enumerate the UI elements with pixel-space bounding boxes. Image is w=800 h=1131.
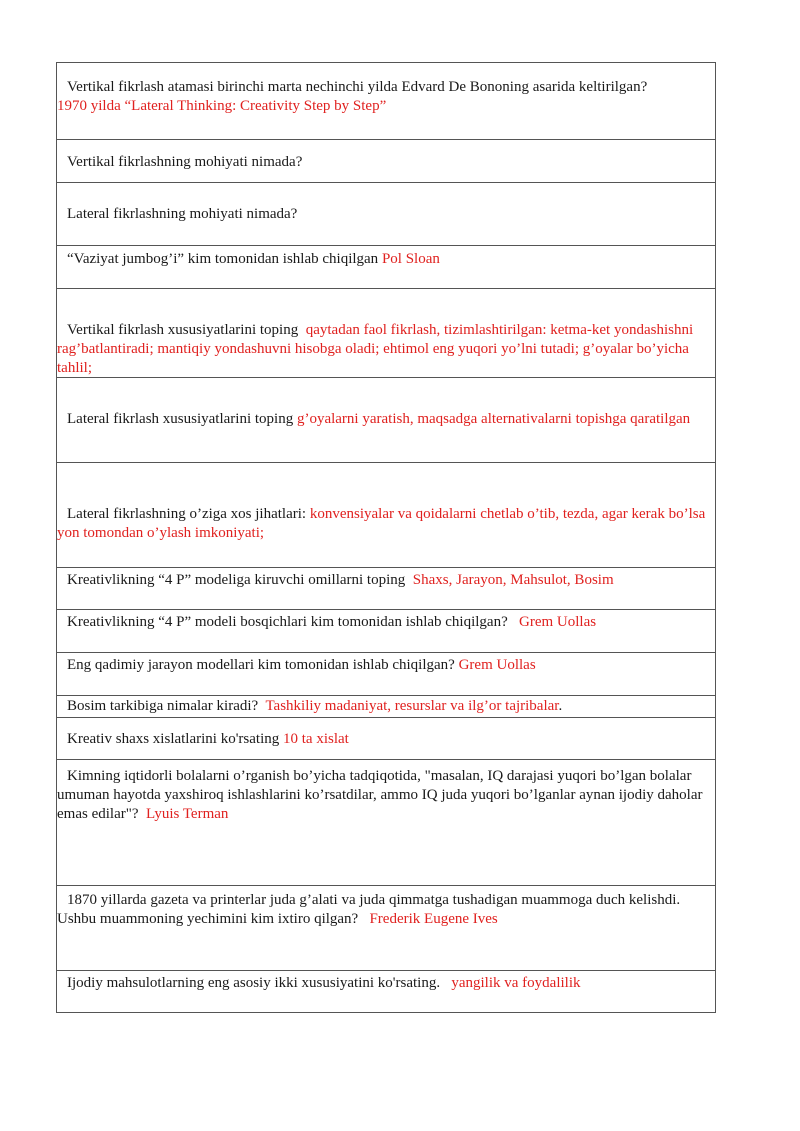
table-row [57,971,715,1013]
table-row [57,289,715,378]
question-text: 1870 yillarda gazeta va printerlar juda g’alati va juda qimmatga tushadigan muammoga duch kelishdi. Ushbu muammoning yechimini kim ixtiro qilgan? [57,892,681,927]
table-row [57,696,715,718]
answer-text: Shaxs, Jarayon, Mahsulot, Bosim [412,572,614,588]
question-text: Kimning iqtidorli bolalarni o’rganish bo’yicha tadqiqotida, "masalan, IQ darajasi yuqori bo’lgan bolalar umuman hayotda yaxshiroq ishlashlarini ko’rsatdilar, ammo IQ juda yuqori bo’lganlar aynan ijodiy daholar emas edilar"? [57,768,703,822]
answer-text: Lyuis Terman [146,806,229,822]
question-text: Eng qadimiy jarayon modellari kim tomonidan ishlab chiqilgan? [67,657,455,673]
question-text: Lateral fikrlashning o’ziga xos jihatlari: [67,506,307,522]
question-text: Lateral fikrlashning mohiyati nimada? [67,206,298,222]
table-row [57,463,715,568]
answer-text: Grem Uollas [458,657,536,673]
table-row [57,378,715,463]
qa-text [57,767,711,824]
qa-text [57,505,711,543]
question-text: Vertikal fikrlashning mohiyati nimada? [67,154,303,170]
table-row [57,760,715,886]
question-text: Kreativ shaxs xislatlarini ko'rsating [67,731,280,747]
answer-text: Grem Uollas [519,614,597,630]
question-text: “Vaziyat jumbog’i” kim tomonidan ishlab chiqilgan [67,251,379,267]
answer-text: konvensiyalar va qoidalarni chetlab o’tib, tezda, agar kerak bo’lsa yon tomondan o’ylash imkoniyati; [57,506,706,541]
table-row [57,140,715,183]
table-row [57,610,715,653]
answer-text: yangilik va foydalilik [451,975,581,991]
answer-text: Tashkiliy madaniyat, resurslar va ilg’or tajribalar [265,698,559,714]
answer-text: qaytadan faol fikrlash, tizimlashtirilgan: ketma-ket yondashishni rag’batlantiradi; mantiqiy yondashuvni hisobga oladi; ehtimol eng yuqori yo’lni tutadi; g’oyalar bo’yicha tahlil; [57,322,694,376]
answer-text: Frederik Eugene Ives [369,911,498,927]
qa-text [57,205,711,224]
question-text: Kreativlikning “4 P” modeli bosqichlari kim tomonidan ishlab chiqilgan? [67,614,508,630]
question-text: Lateral fikrlash xususiyatlarini toping [67,411,294,427]
qa-text [57,410,711,429]
qa-text [57,321,711,378]
qa-text [57,613,711,632]
table-row [57,63,715,140]
trailing-period: . [558,698,563,714]
qa-table [56,62,716,1013]
qa-text [57,250,711,269]
answer-text: 10 ta xislat [283,731,349,747]
table-row [57,246,715,289]
table-row [57,653,715,696]
qa-text [57,974,711,993]
table-row [57,568,715,610]
answer-text: 1970 yilda “Lateral Thinking: Creativity Step by Step” [57,98,387,114]
qa-text [57,78,711,97]
table-row [57,183,715,246]
question-text: Kreativlikning “4 P” modeliga kiruvchi omillarni toping [67,572,406,588]
qa-text [57,697,711,716]
qa-text [57,153,711,172]
qa-text [57,656,711,675]
answer-text: Pol Sloan [381,251,440,267]
question-text: Bosim tarkibiga nimalar kiradi? [67,698,259,714]
qa-text [57,891,711,929]
question-text: Vertikal fikrlash atamasi birinchi marta nechinchi yilda Edvard De Bononing asarida keltirilgan? [67,79,648,95]
question-text: Ijodiy mahsulotlarning eng asosiy ikki xususiyatini ko'rsating. [67,975,441,991]
answer-text: g’oyalarni yaratish, maqsadga alternativalarni topishga qaratilgan [296,411,691,427]
question-text: Vertikal fikrlash xususiyatlarini toping [67,322,299,338]
table-row [57,886,715,971]
table-row [57,718,715,760]
qa-text [57,730,711,749]
qa-text [57,571,711,590]
